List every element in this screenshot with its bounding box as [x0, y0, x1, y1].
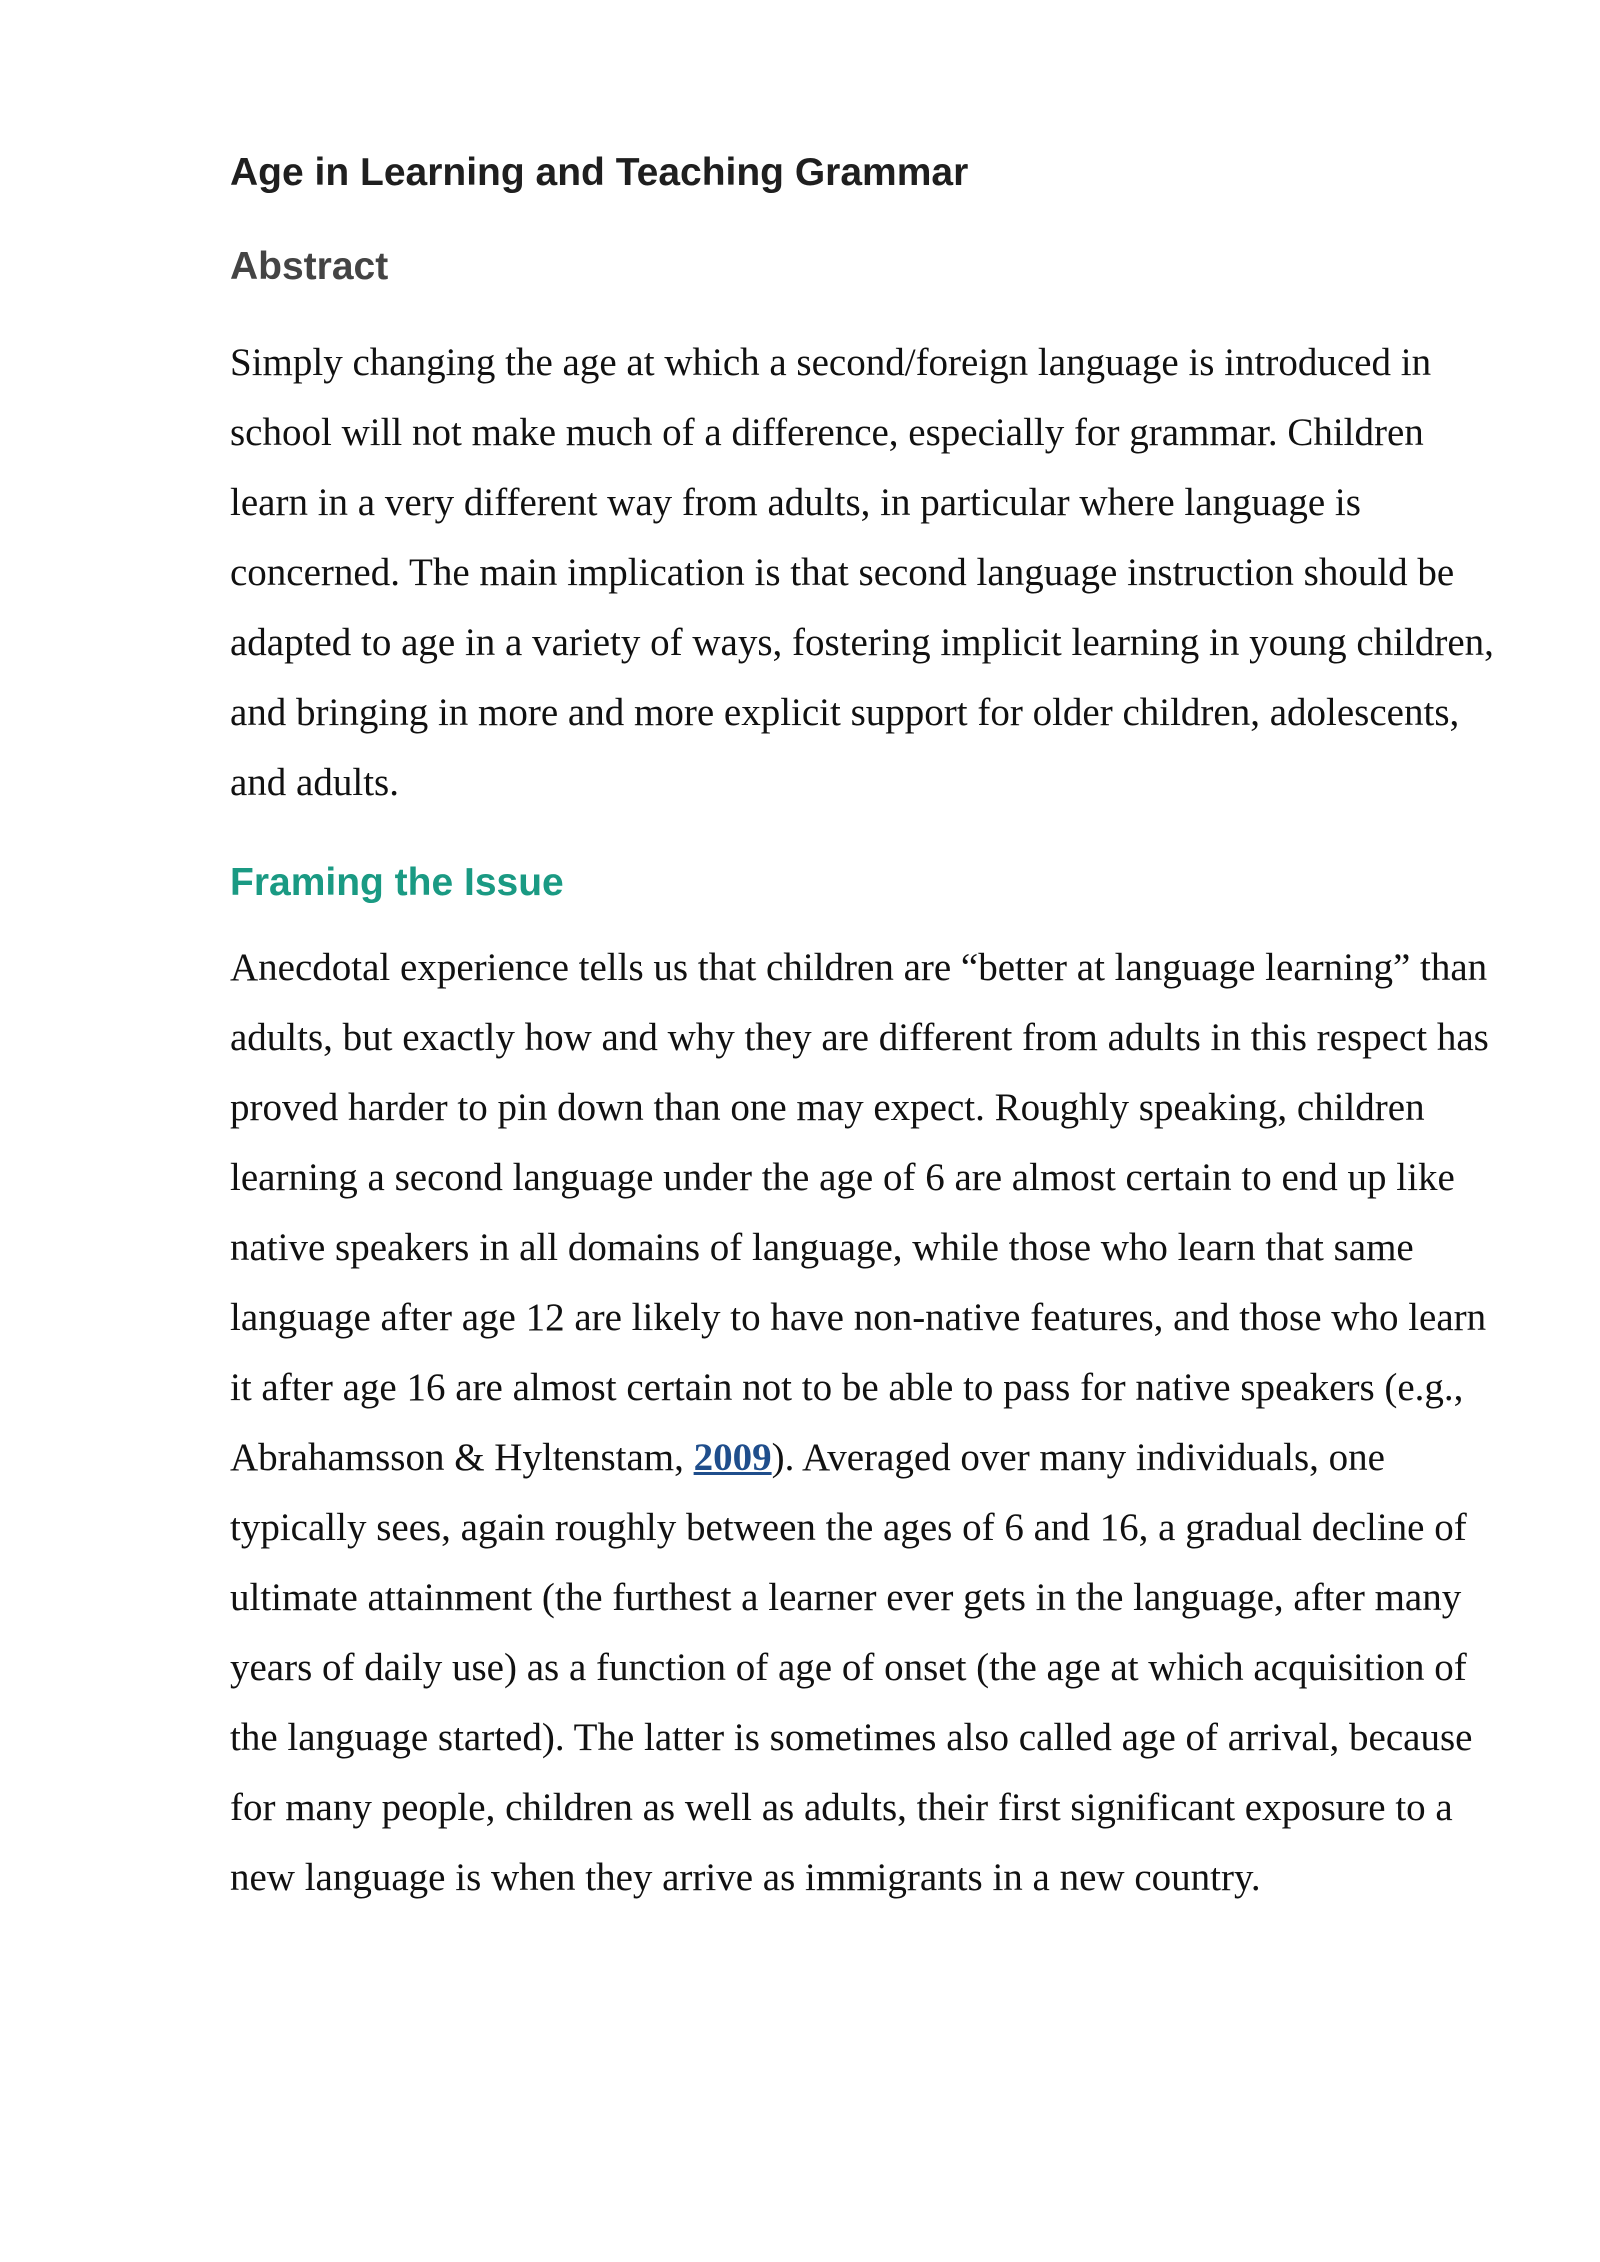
document-title: Age in Learning and Teaching Grammar — [230, 151, 969, 194]
section-heading: Framing the Issue — [230, 860, 564, 904]
abstract-heading: Abstract — [230, 244, 389, 288]
section-text-after-link: ). Averaged over many individuals, one typically sees, again roughly between the ages of 6 and 16, a gradual decline of ultimate attainment (the furthest a learner ever gets in the language, after many years of daily use) as a function of age of onset (the age at which acquisition of the language started). The latter is sometimes also called age of arrival, because for many people, children as well as adults, their first significant exposure to a new language is when they arrive as immigrants in a new country. — [230, 1436, 1473, 1900]
section-paragraph — [230, 933, 1510, 1913]
document-page — [230, 150, 1510, 1913]
section-text-before-link: Anecdotal experience tells us that children are “better at language learning” than adults, but exactly how and why they are different from adults in this respect has proved harder to pin down than one may expect. Roughly speaking, children learning a second language under the age of 6 are almost certain to end up like native speakers in all domains of language, while those who learn that same language after age 12 are likely to have non-native features, and those who learn it after age 16 are almost certain not to be able to pass for native speakers (e.g., Abrahamsson & Hyltenstam, — [230, 946, 1489, 1480]
abstract-paragraph: Simply changing the age at which a second/foreign language is introduced in school will not make much of a difference, especially for grammar. Children learn in a very different way from adults, in particular where language is concerned. The main implication is that second language instruction should be adapted to age in a variety of ways, fostering implicit learning in young children, and bringing in more and more explicit support for older children, adolescents, and adults. — [230, 340, 1494, 804]
citation-link[interactable]: 2009 — [693, 1436, 772, 1480]
